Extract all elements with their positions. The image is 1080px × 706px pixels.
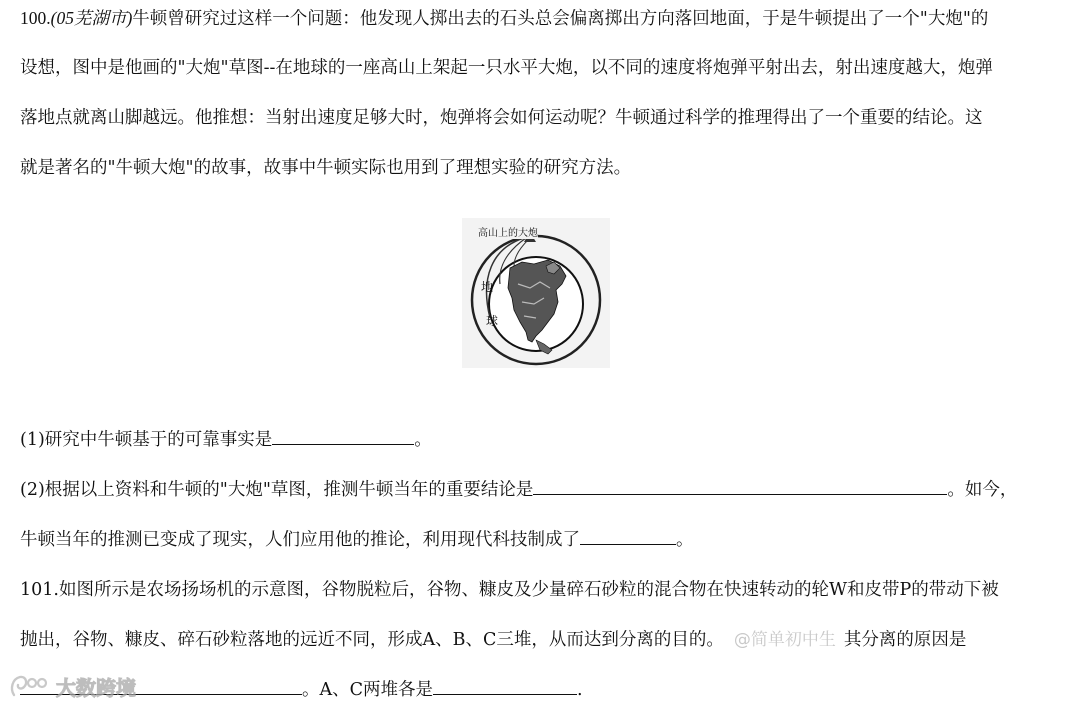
q101-text-2a: 抛出，谷物、糠皮、碎石砂粒落地的远近不同，形成A、B、C三堆，从而达到分离的目的。 [20,630,724,650]
q101-line-2 [20,628,966,652]
q100-text-1: 牛顿曾研究过这样一个问题：他发现人掷出去的石头总会偏离掷出方向落回地面，于是牛顿提出了一个"大炮"的 [132,9,989,29]
sub2-line2-suffix: 。 [676,530,694,550]
q101-text-3a: 。A、C两堆各是 [302,680,434,700]
watermark-logo-icon [8,673,52,699]
question-source: (05芜湖市) [50,8,133,28]
answer-blank[interactable] [433,678,577,695]
q100-line-1 [20,6,988,31]
answer-blank[interactable] [272,428,414,445]
watermark-logo [8,672,136,700]
answer-blank[interactable] [580,528,676,545]
figure-label-ball: 球 [486,314,499,328]
sub1-suffix: 。 [414,430,432,450]
sub2-line2-prefix: 牛顿当年的推测已变成了现实，人们应用他的推论，利用现代科技制成了 [20,530,580,550]
sub2-suffix: 。如今， [947,480,1018,500]
q100-line-2: 设想，图中是他画的"大炮"草图--在地球的一座高山上架起一只水平大炮，以不同的速度将炮弹平射出去，射出速度越大，炮弹 [20,58,993,78]
q100-sub2-line2 [20,528,694,552]
q100-line-3: 落地点就离山脚越远。他推想：当射出速度足够大时，炮弹将会如何运动呢？牛顿通过科学的推理得出了一个重要的结论。这 [20,108,983,128]
sub1-prefix: (1)研究中牛顿基于的可靠事实是 [20,430,273,450]
q100-sub1 [20,428,432,452]
q100-line-4: 就是著名的"牛顿大炮"的故事，故事中牛顿实际也用到了理想实验的研究方法。 [20,158,632,178]
watermark-text: @简单初中生 [733,630,836,650]
q101-text-3b: . [577,680,583,700]
watermark-logo-text: 大数跨境 [56,675,136,700]
figure-label-earth: 地 [481,280,494,294]
figure-title: 高山上的大炮 [478,224,538,239]
answer-blank[interactable] [533,478,947,495]
newton-cannon-figure [462,218,610,368]
question-number: 100. [20,8,51,28]
sub2-prefix: (2)根据以上资料和牛顿的"大炮"草图，推测牛顿当年的重要结论是 [20,480,534,500]
q100-sub2 [20,478,1017,502]
q101-text-2b: 其分离的原因是 [843,630,967,650]
q101-line-1: 101.如图所示是农场扬场机的示意图，谷物脱粒后，谷物、糠皮及少量碎石砂粒的混合物在快速转动的轮W和皮带P的带动下被 [20,580,999,600]
